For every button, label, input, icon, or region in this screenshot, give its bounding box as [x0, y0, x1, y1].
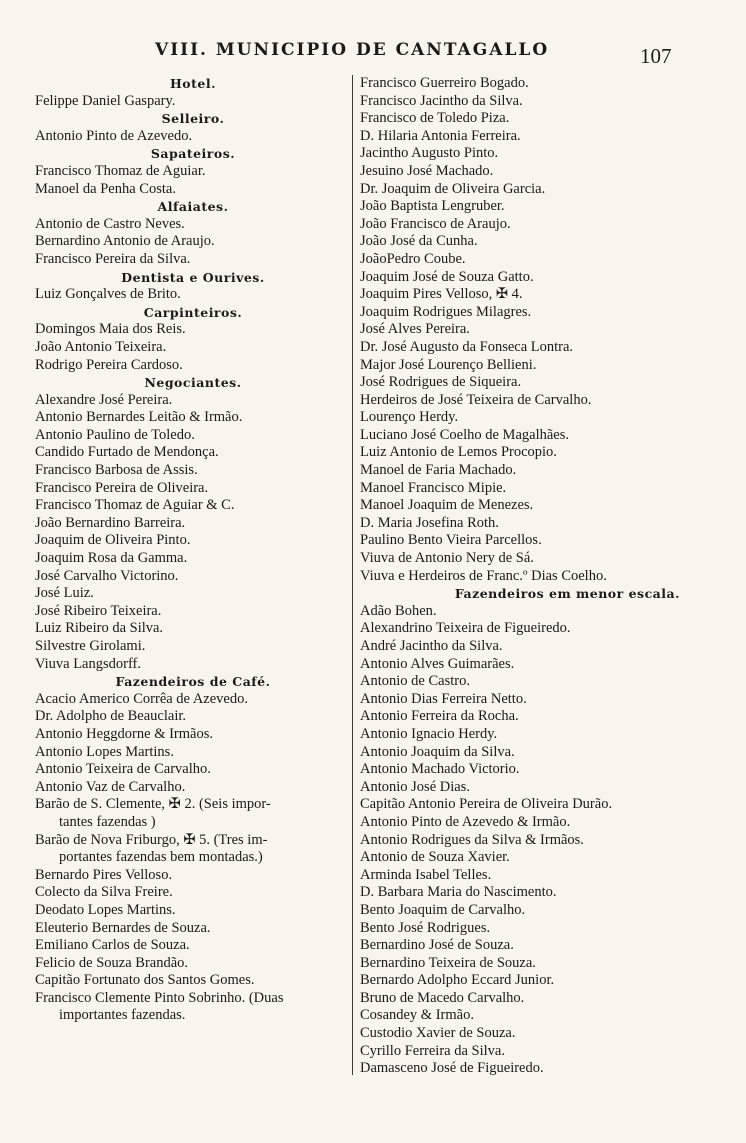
section-heading: Dentista e Ourives.: [121, 269, 265, 285]
directory-entry: Manoel da Penha Costa.: [35, 180, 176, 197]
section-heading: Alfaiates.: [157, 199, 229, 215]
directory-entry: Cyrillo Ferreira da Silva.: [360, 1042, 505, 1059]
directory-entry: Bento Joaquim de Carvalho.: [360, 901, 526, 918]
directory-entry: Viuva Langsdorff.: [35, 655, 141, 672]
directory-entry: Francisco Thomaz de Aguiar.: [35, 162, 206, 179]
directory-entry: Antonio Pinto de Azevedo & Irmão.: [360, 813, 571, 830]
directory-entry: Bernardo Adolpho Eccard Junior.: [360, 972, 555, 989]
directory-entry: Colecto da Silva Freire.: [35, 884, 173, 901]
directory-entry: Bento José Rodrigues.: [360, 919, 491, 936]
directory-entry: Antonio de Souza Xavier.: [360, 849, 510, 866]
directory-entry: Joaquim de Oliveira Pinto.: [35, 532, 191, 549]
directory-entry: Antonio Bernardes Leitão & Irmão.: [35, 409, 243, 426]
directory-entry: José Luiz.: [35, 585, 94, 602]
directory-entry: Antonio José Dias.: [360, 778, 470, 795]
directory-entry: Antonio Pinto de Azevedo.: [35, 127, 193, 144]
directory-entry: Barão de S. Clemente, ✠ 2. (Seis impor-: [35, 796, 271, 813]
directory-entry: Francisco Pereira de Oliveira.: [35, 479, 209, 496]
directory-entry: Bernardino Teixeira de Souza.: [360, 954, 536, 971]
directory-entry: Rodrigo Pereira Cardoso.: [35, 356, 183, 373]
directory-entry: Barão de Nova Friburgo, ✠ 5. (Tres im-: [35, 831, 268, 848]
directory-entry: Francisco Guerreiro Bogado.: [360, 75, 529, 91]
running-title: VIII. MUNICIPIO DE CANTAGALLO: [155, 40, 550, 60]
directory-entry: Herdeiros de José Teixeira de Carvalho.: [360, 391, 592, 408]
directory-entry: Damasceno José de Figueiredo.: [360, 1060, 544, 1077]
section-heading: Carpinteiros.: [143, 304, 243, 320]
directory-entry: Antonio Dias Ferreira Netto.: [360, 690, 527, 707]
directory-entry: Domingos Maia dos Reis.: [35, 321, 186, 338]
directory-entry: Joaquim Rosa da Gamma.: [35, 550, 188, 567]
directory-entry: Manoel de Faria Machado.: [360, 462, 517, 479]
directory-entry: Luiz Ribeiro da Silva.: [35, 620, 164, 637]
directory-entry: Major José Lourenço Bellieni.: [360, 356, 537, 373]
directory-entry: D. Barbara Maria do Nascimento.: [360, 884, 557, 901]
section-heading: Selleiro.: [161, 111, 225, 127]
directory-entry: Capitão Fortunato dos Santos Gomes.: [35, 972, 255, 989]
directory-entry: Antonio Heggdorne & Irmãos.: [35, 725, 213, 742]
directory-entry: Jesuino José Machado.: [360, 162, 494, 179]
page-number: 107: [640, 44, 672, 68]
directory-entry: Bruno de Macedo Carvalho.: [360, 989, 525, 1006]
directory-entry: João Francisco de Araujo.: [360, 215, 511, 232]
directory-entry: Manoel Joaquim de Menezes.: [360, 497, 534, 514]
directory-entry: Antonio Lopes Martins.: [35, 743, 174, 760]
directory-entry: André Jacintho da Silva.: [360, 638, 503, 654]
directory-entry: Jacintho Augusto Pinto.: [360, 145, 499, 162]
directory-entry: Acacio Americo Corrêa de Azevedo.: [35, 690, 248, 707]
directory-entry: Antonio Rodrigues da Silva & Irmãos.: [360, 831, 584, 848]
directory-entry: Viuva e Herdeiros de Franc.º Dias Coelho.: [360, 567, 607, 584]
section-heading: Negociantes.: [144, 375, 242, 391]
section-heading: Sapateiros.: [150, 146, 236, 162]
directory-entry: José Carvalho Victorino.: [35, 567, 179, 584]
directory-entry: Manoel Francisco Mipie.: [360, 479, 507, 496]
directory-entry: Arminda Isabel Telles.: [360, 866, 492, 883]
directory-entry: Felippe Daniel Gaspary.: [35, 92, 176, 109]
directory-entry: Cosandey & Irmão.: [360, 1007, 474, 1024]
directory-entry: Dr. Joaquim de Oliveira Garcia.: [360, 180, 546, 197]
directory-entry: Paulino Bento Vieira Parcellos.: [360, 532, 542, 549]
directory-entry: Antonio Vaz de Carvalho.: [35, 778, 186, 795]
directory-entry: Antonio Ignacio Herdy.: [360, 725, 498, 742]
column-divider: [352, 75, 353, 1075]
left-column: [35, 75, 351, 1025]
directory-entry: Candido Furtado de Mendonça.: [35, 444, 219, 461]
entry-continuation: portantes fazendas bem montadas.): [59, 849, 263, 866]
directory-entry: Felicio de Souza Brandão.: [35, 954, 189, 971]
directory-entry: Bernardino Antonio de Araujo.: [35, 233, 215, 250]
directory-entry: Luiz Gonçalves de Brito.: [35, 286, 181, 303]
directory-entry: Lourenço Herdy.: [360, 409, 459, 426]
directory-entry: João Baptista Lengruber.: [360, 198, 505, 215]
directory-entry: Bernardo Pires Velloso.: [35, 866, 173, 883]
directory-entry: Francisco de Toledo Piza.: [360, 110, 510, 127]
directory-entry: D. Hilaria Antonia Ferreira.: [360, 127, 521, 144]
directory-entry: Deodato Lopes Martins.: [35, 901, 176, 918]
directory-entry: José Alves Pereira.: [360, 321, 470, 338]
directory-entry: José Ribeiro Teixeira.: [35, 602, 162, 619]
directory-entry: João Antonio Teixeira.: [35, 338, 167, 355]
directory-entry: Francisco Pereira da Silva.: [35, 250, 191, 267]
section-heading: Hotel.: [170, 76, 216, 91]
directory-entry: Joaquim Rodrigues Milagres.: [360, 303, 532, 320]
directory-entry: Alexandrino Teixeira de Figueiredo.: [360, 620, 571, 637]
directory-entry: JoãoPedro Coube.: [360, 250, 466, 267]
directory-entry: Bernardino José de Souza.: [360, 937, 514, 954]
directory-entry: D. Maria Josefina Roth.: [360, 514, 499, 531]
directory-entry: Francisco Clemente Pinto Sobrinho. (Duas: [35, 989, 284, 1006]
directory-entry: Luciano José Coelho de Magalhães.: [360, 426, 569, 443]
directory-entry: Joaquim Pires Velloso, ✠ 4.: [360, 286, 523, 303]
entry-continuation: importantes fazendas.: [59, 1007, 186, 1024]
directory-entry: Dr. Adolpho de Beauclair.: [35, 708, 187, 725]
directory-entry: Antonio de Castro.: [360, 673, 470, 690]
section-heading: Fazendeiros em menor escala.: [454, 586, 680, 602]
directory-entry: Antonio Joaquim da Silva.: [360, 743, 515, 760]
directory-entry: Luiz Antonio de Lemos Procopio.: [360, 444, 557, 461]
directory-entry: Custodio Xavier de Souza.: [360, 1025, 516, 1042]
directory-entry: Antonio Teixeira de Carvalho.: [35, 761, 211, 778]
directory-entry: Antonio Ferreira da Rocha.: [360, 708, 519, 725]
directory-entry: Antonio Alves Guimarães.: [360, 655, 515, 672]
entry-continuation: tantes fazendas ): [59, 813, 156, 830]
directory-entry: Silvestre Girolami.: [35, 638, 146, 654]
directory-entry: Dr. José Augusto da Fonseca Lontra.: [360, 338, 574, 355]
directory-entry: Capitão Antonio Pereira de Oliveira Durão.: [360, 796, 613, 813]
directory-entry: Antonio Paulino de Toledo.: [35, 426, 195, 443]
directory-entry: Adão Bohen.: [360, 602, 437, 619]
directory-entry: Francisco Thomaz de Aguiar & C.: [35, 497, 235, 514]
right-column: [360, 75, 680, 1078]
directory-entry: Antonio Machado Victorio.: [360, 761, 520, 778]
directory-entry: João Bernardino Barreira.: [35, 514, 186, 531]
section-heading: Fazendeiros de Café.: [115, 674, 271, 690]
directory-entry: Joaquim José de Souza Gatto.: [360, 268, 534, 285]
directory-entry: Emiliano Carlos de Souza.: [35, 937, 190, 954]
directory-entry: Antonio de Castro Neves.: [35, 215, 185, 232]
directory-entry: Francisco Jacintho da Silva.: [360, 92, 523, 109]
directory-entry: Eleuterio Bernardes de Souza.: [35, 919, 211, 936]
directory-entry: Viuva de Antonio Nery de Sá.: [360, 550, 534, 567]
directory-entry: José Rodrigues de Siqueira.: [360, 374, 522, 391]
directory-entry: Alexandre José Pereira.: [35, 391, 173, 408]
directory-entry: João José da Cunha.: [360, 233, 478, 250]
directory-entry: Francisco Barbosa de Assis.: [35, 462, 198, 479]
